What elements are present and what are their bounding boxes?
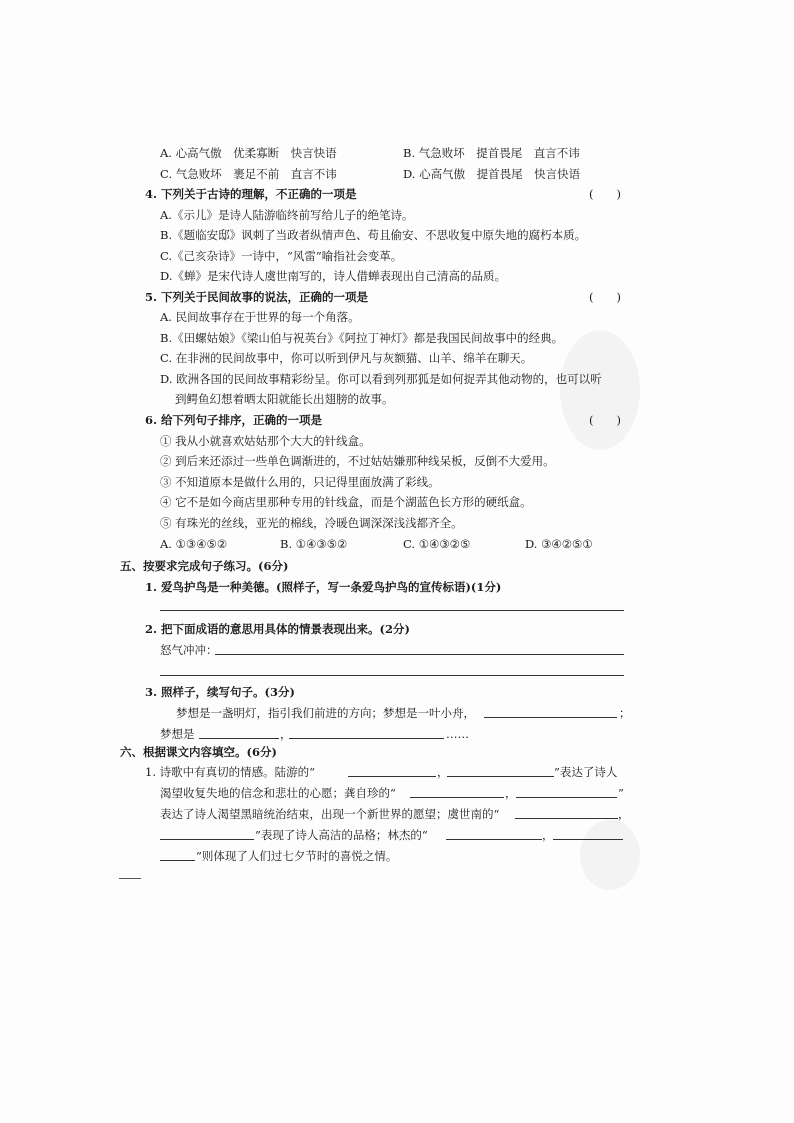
poem-blank-3[interactable] (410, 797, 504, 798)
poem-blank-7[interactable] (446, 839, 542, 840)
poem-line-4a: ”表现了诗人高洁的品格；林杰的“ (255, 828, 428, 842)
q5-option-d-line2: 到鳄鱼幻想着晒太阳就能长出翅膀的故事。 (175, 392, 394, 406)
q3-option-a: A. 心高气傲 优柔寡断 快言快语 (160, 146, 337, 160)
q6-sentence-4: ④ 它不是如今商店里那种专用的针线盒，而是个湖蓝色长方形的硬纸盒。 (160, 495, 532, 509)
section5-q3: 3. 照样子，续写句子。(3分) (145, 685, 295, 699)
q4-stem: 4. 下列关于古诗的理解，不正确的一项是 (145, 187, 357, 201)
q5-option-d-line1: D. 欧洲各国的民间故事精彩纷呈。你可以看到列那狐是如何捉弄其他动物的，也可以听 (160, 372, 602, 386)
q5-stem: 5. 下列关于民间故事的说法，正确的一项是 (145, 290, 369, 304)
poem-line-2c: ” (618, 786, 624, 800)
q4-option-c: C.《己亥杂诗》一诗中，“风雷”喻指社会变革。 (160, 249, 403, 263)
poem-line-3b: ， (618, 807, 630, 821)
q6-sentence-1: ① 我从小就喜欢姑姑那个大大的针线盒。 (160, 434, 371, 448)
idiom-answer-line-2[interactable] (160, 675, 624, 676)
q5-option-b: B.《田螺姑娘》《梁山伯与祝英台》《阿拉丁神灯》都是我国民间故事中的经典。 (160, 331, 564, 345)
poem-line-4b: ， (542, 828, 554, 842)
dream-sentence-2-start: 梦想是 (160, 727, 195, 741)
poem-blank-4[interactable] (516, 797, 617, 798)
q6-sentence-5: ⑤ 有珠光的丝线，亚光的棉线，冷暖色调深深浅浅都齐全。 (160, 516, 463, 530)
section5-title: 五、按要求完成句子练习。(6分) (120, 559, 289, 573)
q6-option-c: C. ①④③②⑤ (403, 537, 471, 551)
q5-option-c: C. 在非洲的民间故事中，你可以听到伊凡与灰额猫、山羊、绵羊在聊天。 (160, 351, 533, 365)
q1-answer-line[interactable] (160, 610, 624, 611)
poem-blank-2[interactable] (447, 776, 554, 777)
page-edge-mark (119, 878, 141, 879)
section5-q1: 1. 爱鸟护鸟是一种美德。(照样子，写一条爱鸟护鸟的宣传标语)(1分) (145, 580, 502, 594)
poem-line-5: ”则体现了人们过七夕节时的喜悦之情。 (196, 849, 398, 863)
scan-smudge (580, 820, 640, 890)
q4-answer-paren[interactable]: ( ) (589, 187, 621, 201)
dream-blank-3[interactable] (289, 738, 444, 739)
scan-smudge (560, 330, 640, 450)
q6-sentence-3: ③ 不知道原本是做什么用的，只记得里面放满了彩线。 (160, 475, 440, 489)
poem-blank-6[interactable] (160, 839, 254, 840)
poem-line-2a: 渴望收复失地的信念和悲壮的心愿；龚自珍的“ (160, 786, 396, 800)
poem-blank-1[interactable] (348, 776, 436, 777)
dream-ellipsis: …… (446, 727, 469, 741)
q3-option-c: C. 气急败坏 裹足不前 直言不讳 (160, 167, 337, 181)
poem-blank-5[interactable] (515, 818, 618, 819)
poem-line-1a: 1. 诗歌中有真切的情感。陆游的“ (145, 765, 316, 779)
q6-option-d: D. ③④②⑤① (525, 537, 593, 551)
dream-semicolon: ； (619, 706, 631, 720)
dream-comma: ， (280, 727, 292, 741)
q6-answer-paren[interactable]: ( ) (589, 413, 621, 427)
q3-option-b: B. 气急败坏 提首畏尾 直言不讳 (403, 146, 580, 160)
idiom-answer-line-1[interactable] (215, 654, 624, 655)
section5-q2: 2. 把下面成语的意思用具体的情景表现出来。(2分) (145, 622, 410, 636)
q6-sentence-2: ② 到后来还添过一些单色调渐进的，不过姑姑嫌那种线呆板，反倒不大爱用。 (160, 454, 555, 468)
idiom-label: 怒气冲冲： (160, 643, 218, 657)
poem-line-1c: ”表达了诗人 (554, 765, 618, 779)
q6-stem: 6. 给下列句子排序，正确的一项是 (145, 413, 323, 427)
poem-line-1b: ， (437, 765, 449, 779)
q6-option-a: A. ①③④⑤② (160, 537, 228, 551)
q5-answer-paren[interactable]: ( ) (589, 290, 621, 304)
poem-line-2b: ， (505, 786, 517, 800)
dream-sentence-1: 梦想是一盏明灯，指引我们前进的方向；梦想是一叶小舟， (176, 706, 475, 720)
q5-option-a: A. 民间故事存在于世界的每一个角落。 (160, 310, 360, 324)
poem-blank-9[interactable] (160, 860, 195, 861)
dream-blank-1[interactable] (484, 717, 617, 718)
poem-blank-8[interactable] (553, 839, 623, 840)
q6-option-b: B. ①④③⑤② (280, 537, 348, 551)
q3-option-d: D. 心高气傲 提首畏尾 快言快语 (403, 167, 581, 181)
poem-line-3a: 表达了诗人渴望黑暗统治结束，出现一个新世界的愿望；虞世南的“ (160, 807, 500, 821)
dream-blank-2[interactable] (199, 738, 279, 739)
q4-option-d: D.《蝉》是宋代诗人虞世南写的，诗人借蝉表现出自己清高的品质。 (160, 269, 506, 283)
section6-title: 六、根据课文内容填空。(6分) (120, 745, 277, 759)
q4-option-a: A.《示儿》是诗人陆游临终前写给儿子的绝笔诗。 (160, 208, 414, 222)
q4-option-b: B.《题临安邸》讽刺了当政者纵情声色、苟且偷安、不思收复中原失地的腐朽本质。 (160, 228, 587, 242)
